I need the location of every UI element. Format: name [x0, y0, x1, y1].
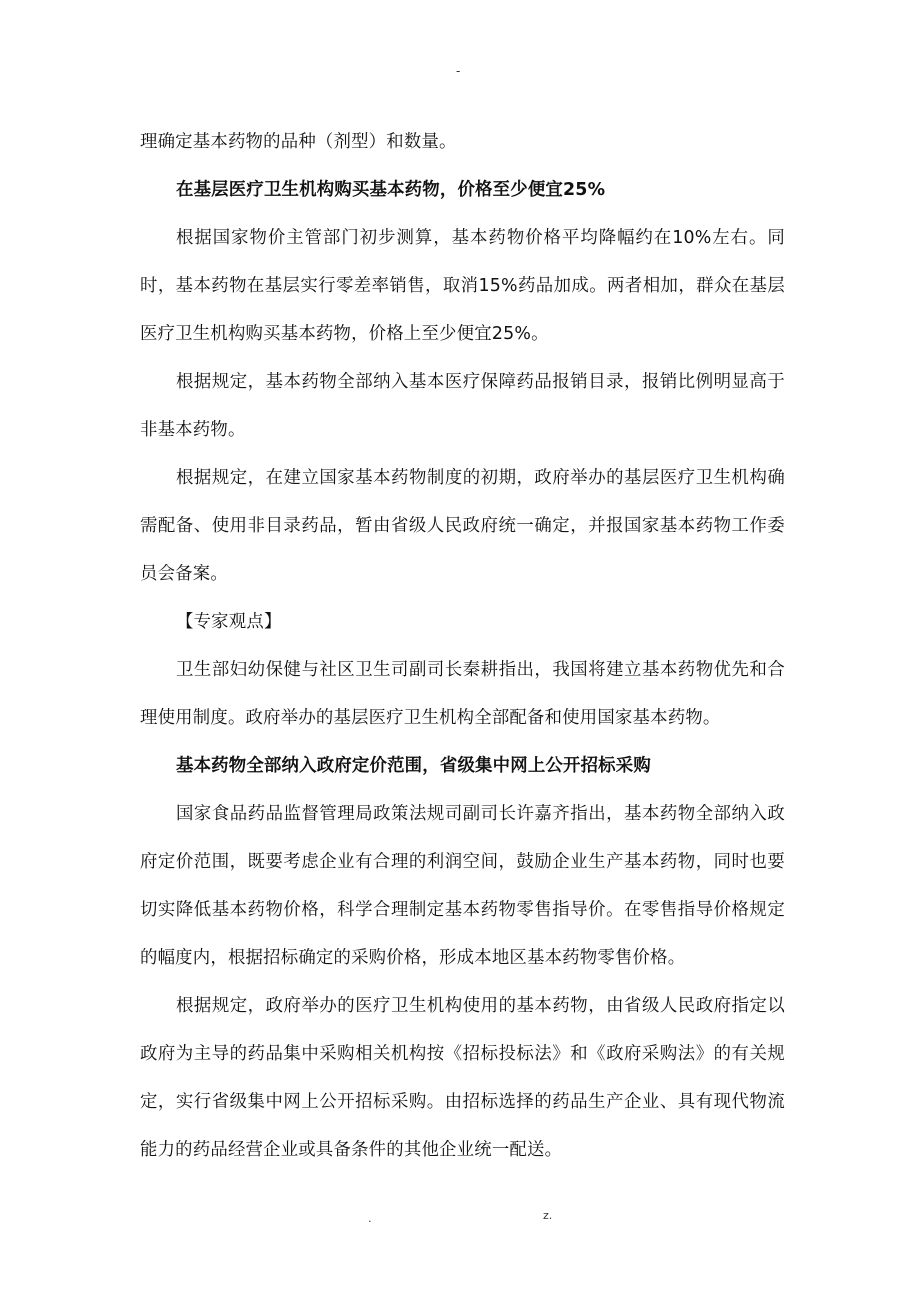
footer-left-mark: .	[368, 1212, 372, 1225]
paragraph: 根据规定，在建立国家基本药物制度的初期，政府举办的基层医疗卫生机构确需配备、使用非目录药品，暂由省级人民政府统一确定，并报国家基本药物工作委员会备案。	[140, 468, 785, 584]
header-mark: -	[456, 64, 461, 78]
paragraph: 卫生部妇幼保健与社区卫生司副司长秦耕指出，我国将建立基本药物优先和合理使用制度。政府举办的基层医疗卫生机构全部配备和使用国家基本药物。	[140, 660, 785, 728]
expert-opinion-label: 【专家观点】	[176, 612, 282, 632]
footer-right-mark: z.	[543, 1209, 553, 1222]
paragraph: 理确定基本药物的品种（剂型）和数量。	[140, 132, 457, 152]
section-heading: 基本药物全部纳入政府定价范围，省级集中网上公开招标采购	[176, 756, 651, 776]
paragraph: 根据规定，政府举办的医疗卫生机构使用的基本药物，由省级人民政府指定以政府为主导的药品集中采购相关机构按《招标投标法》和《政府采购法》的有关规定，实行省级集中网上公开招标采购。由招标选择的药品生产企业、具有现代物流能力的药品经营企业或具备条件的其他企业统一配送。	[140, 996, 785, 1160]
paragraph: 国家食品药品监督管理局政策法规司副司长许嘉齐指出，基本药物全部纳入政府定价范围，既要考虑企业有合理的利润空间，鼓励企业生产基本药物，同时也要切实降低基本药物价格，科学合理制定基本药物零售指导价。在零售指导价格规定的幅度内，根据招标确定的采购价格，形成本地区基本药物零售价格。	[140, 804, 785, 968]
section-heading: 在基层医疗卫生机构购买基本药物，价格至少便宜25%	[176, 180, 606, 200]
paragraph: 根据国家物价主管部门初步测算，基本药物价格平均降幅约在10%左右。同时，基本药物在基层实行零差率销售，取消15%药品加成。两者相加，群众在基层医疗卫生机构购买基本药物，价格上至少便宜25%。	[140, 228, 785, 344]
document-body	[140, 118, 785, 1174]
paragraph: 根据规定，基本药物全部纳入基本医疗保障药品报销目录，报销比例明显高于非基本药物。	[140, 372, 785, 440]
